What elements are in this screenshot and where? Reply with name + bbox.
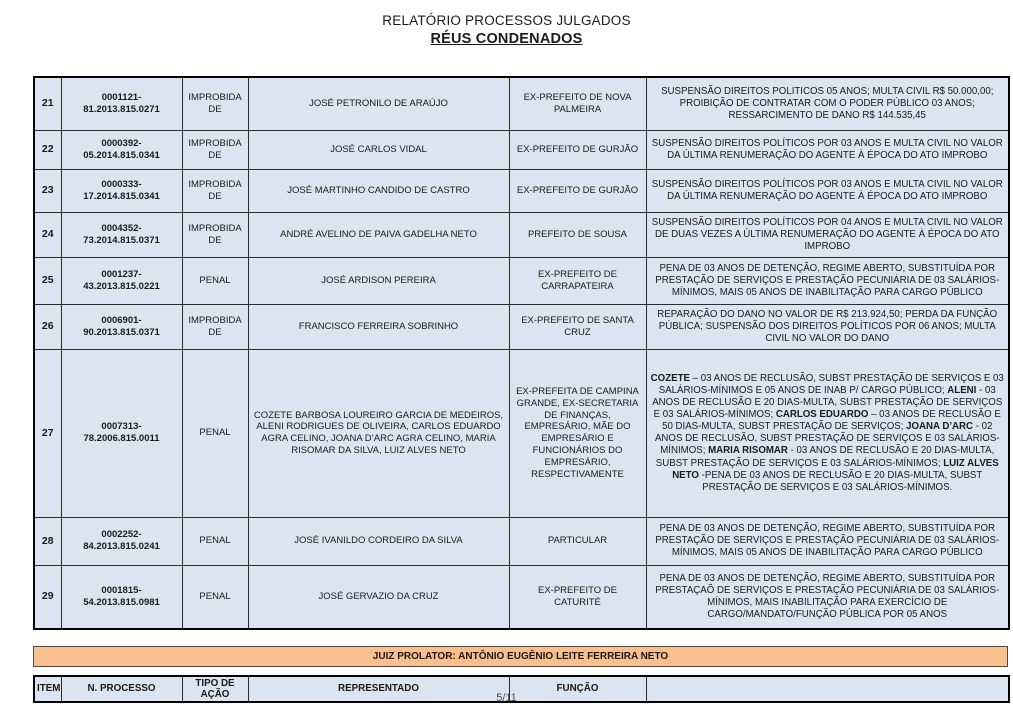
page-number: 5/11 — [496, 692, 517, 704]
cell-processo: 0001121-81.2013.815.0271 — [61, 77, 182, 131]
cell-pena: SUSPENSÃO DIREITOS POLÍTICOS POR 03 ANOS E MULTA CIVIL NO VALOR DA ÚLTIMA RENUMERAÇÃO DO AGENTE À ÉPOCA DO ATO IMPROBO — [646, 130, 1009, 169]
cell-representado: JOSÉ CARLOS VIDAL — [248, 130, 509, 169]
report-title-line2: RÉUS CONDENADOS — [430, 31, 583, 48]
cell-tipo-acao: IMPROBIDADE — [182, 304, 248, 349]
judge-prolator-bar: JUIZ PROLATOR: ANTÔNIO EUGÊNIO LEITE FERREIRA NETO — [33, 646, 1008, 667]
cell-item: 23 — [34, 169, 61, 212]
cell-pena: SUSPENSÃO DIREITOS POLITICOS 05 ANOS; MULTA CIVIL R$ 50.000,00; PROIBIÇÃO DE CONTRATAR COM O PODER PÚBLICO 03 ANOS; RESSARCIMENTO DE DANO R$ 144.535,45 — [646, 77, 1009, 131]
cell-item: 28 — [34, 517, 61, 565]
report-title-line1: RELATÓRIO PROCESSOS JULGADOS — [382, 13, 631, 28]
cell-item: 21 — [34, 77, 61, 131]
cell-item: 24 — [34, 212, 61, 257]
table-row — [34, 565, 1009, 629]
cell-tipo-acao: IMPROBIDADE — [182, 169, 248, 212]
cell-funcao: EX-PREFEITO DE CARRAPATEIRA — [509, 257, 646, 304]
cell-funcao: PARTICULAR — [509, 517, 646, 565]
cell-representado: JOSÉ MARTINHO CANDIDO DE CASTRO — [248, 169, 509, 212]
cell-processo: 0004352-73.2014.815.0371 — [61, 212, 182, 257]
cell-processo: 0000392-05.2014.815.0341 — [61, 130, 182, 169]
cell-processo: 0006901-90.2013.815.0371 — [61, 304, 182, 349]
cell-tipo-acao: PENAL — [182, 349, 248, 517]
cell-pena: SUSPENSÃO DIREITOS POLÍTICOS POR 04 ANOS E MULTA CIVIL NO VALOR DE DUAS VEZES A ÚLTIMA RENUMERAÇÃO DO AGENTE À ÉPOCA DO ATO IMPROBO — [646, 212, 1009, 257]
cell-pena: COZETE – 03 ANOS DE RECLUSÃO, SUBST PRESTAÇÃO DE SERVIÇOS E 03 SALÁRIOS-MÍNIMOS E 05 ANOS DE INAB P/ CARGO PÚBLICO; ALENI - 03 ANOS DE RECLUSÃO E 20 DIAS-MULTA, SUBST PRESTAÇÃO DE SERVIÇOS E 03 SALÁRIOS-MÍNIMOS; CARLOS EDUARDO – 03 ANOS DE RECLUSÃO E 50 DIAS-MULTA, SUBST PRESTAÇÃO DE SERVIÇOS; JOANA D’ARC - 02 ANOS DE RECLUSÃO, SUBST PRESTAÇÃO DE SERVIÇOS E 03 SALÁRIOS-MÍNIMOS; MARIA RISOMAR - 03 ANOS DE RECLUSÃO E 20 DIAS-MULTA, SUBST PRESTAÇÃO DE SERVIÇOS E 03 SALÁRIOS-MÍNIMOS; LUIZ ALVES NETO -PENA DE 03 ANOS DE RECLUSÃO E 20 DIAS-MULTA, SUBST PRESTAÇÃO DE SERVIÇOS E 03 SALÁRIOS-MÍNIMOS. — [646, 349, 1009, 517]
cell-item: 29 — [34, 565, 61, 629]
header-cell: N. PROCESSO — [61, 676, 182, 702]
cell-representado: JOSÉ GERVAZIO DA CRUZ — [248, 565, 509, 629]
cell-processo: 0001815-54.2013.815.0981 — [61, 565, 182, 629]
header-cell: FUNÇÃO — [509, 676, 646, 702]
cell-pena: PENA DE 03 ANOS DE DETENÇÃO, REGIME ABERTO, SUBSTITUÍDA POR PRESTAÇAÕ DE SERVIÇOS E PRESTAÇÃO PECUNIÁRIA DE 03 SALÁRIOS-MÍNIMOS, MAIS INABILITAÇÃO PARA EXERCÍCIO DE CARGO/MANDATO/FUNÇÃO PÚBLICA POR 05 ANOS — [646, 565, 1009, 629]
cell-tipo-acao: PENAL — [182, 257, 248, 304]
cell-pena: PENA DE 03 ANOS DE DETENÇÃO, REGIME ABERTO, SUBSTITUÍDA POR PRESTAÇÃO DE SERVIÇOS E PRESTAÇÃO PECUNIÁRIA DE 03 SALÁRIOS-MÍNIMOS, MAIS 05 ANOS DE INABILITAÇÃO PARA CARGO PÚBLICO — [646, 517, 1009, 565]
cell-processo: 0007313-78.2006.815.0011 — [61, 349, 182, 517]
table-row — [34, 349, 1009, 517]
cell-tipo-acao: IMPROBIDADE — [182, 130, 248, 169]
table-row — [34, 517, 1009, 565]
cell-pena: REPARAÇÃO DO DANO NO VALOR DE R$ 213.924,50; PERDA DA FUNÇÃO PÚBLICA; SUSPENSÃO DOS DIREITOS POLÍTICOS POR 06 ANOS; MULTA CIVIL NO VALOR DO DANO — [646, 304, 1009, 349]
header-cell: REPRESENTADO — [248, 676, 509, 702]
cell-pena: PENA DE 03 ANOS DE DETENÇÃO, REGIME ABERTO, SUBSTITUÍDA POR PRESTAÇÃO DE SERVIÇOS E PRESTAÇÃO PECUNIÁRIA DE 03 SALÁRIOS-MÍNIMOS, MAIS 05 ANOS DE INABILITAÇÃO PARA CARGO PÚBLICO — [646, 257, 1009, 304]
document-title — [0, 0, 1013, 50]
cell-pena: SUSPENSÃO DIREITOS POLÍTICOS POR 03 ANOS E MULTA CIVIL NO VALOR DA ÚLTIMA RENUMERAÇÃO DO AGENTE À ÉPOCA DO ATO IMPROBO — [646, 169, 1009, 212]
cell-processo: 0001237-43.2013.815.0221 — [61, 257, 182, 304]
header-cell: ITEM — [34, 676, 61, 702]
table-row — [34, 130, 1009, 169]
table-row — [34, 169, 1009, 212]
cell-tipo-acao: PENAL — [182, 565, 248, 629]
cell-tipo-acao: IMPROBIDADE — [182, 212, 248, 257]
cell-tipo-acao: PENAL — [182, 517, 248, 565]
condemned-defendants-table — [33, 76, 1010, 630]
cell-funcao: EX-PREFEITO DE GURJÃO — [509, 130, 646, 169]
cell-representado: COZETE BARBOSA LOUREIRO GARCIA DE MEDEIROS, ALENI RODRIGUES DE OLIVEIRA, CARLOS EDUARDO AGRA CELINO, JOANA D’ARC AGRA CELINO, MARIA RISOMAR DA SILVA, LUIZ ALVES NETO — [248, 349, 509, 517]
cell-representado: JOSÉ IVANILDO CORDEIRO DA SILVA — [248, 517, 509, 565]
cell-representado: JOSÉ ARDISON PEREIRA — [248, 257, 509, 304]
cell-funcao: EX-PREFEITA DE CAMPINA GRANDE, EX-SECRETARIA DE FINANÇAS, EMPRESÁRIO, MÃE DO EMPRESÁRIO E FUNCIONÁRIOS DO EMPRESÁRIO, RESPECTIVAMENTE — [509, 349, 646, 517]
table-row — [34, 77, 1009, 131]
cell-tipo-acao: IMPROBIDADE — [182, 77, 248, 131]
cell-representado: JOSÉ PETRONILO DE ARAÚJO — [248, 77, 509, 131]
cell-funcao: EX-PREFEITO DE NOVA PALMEIRA — [509, 77, 646, 131]
cell-funcao: EX-PREFEITO DE GURJÃO — [509, 169, 646, 212]
cell-funcao: EX-PREFEITO DE SANTA CRUZ — [509, 304, 646, 349]
header-cell: TIPO DE AÇÃO — [182, 676, 248, 702]
cell-representado: FRANCISCO FERREIRA SOBRINHO — [248, 304, 509, 349]
cell-item: 22 — [34, 130, 61, 169]
cell-item: 25 — [34, 257, 61, 304]
cell-funcao: PREFEITO DE SOUSA — [509, 212, 646, 257]
table-row — [34, 304, 1009, 349]
cell-item: 27 — [34, 349, 61, 517]
cell-representado: ANDRÉ AVELINO DE PAIVA GADELHA NETO — [248, 212, 509, 257]
cell-processo: 0002252-84.2013.815.0241 — [61, 517, 182, 565]
cell-processo: 0000333-17.2014.815.0341 — [61, 169, 182, 212]
cell-funcao: EX-PREFEITO DE CATURITÉ — [509, 565, 646, 629]
table-row — [34, 212, 1009, 257]
cell-item: 26 — [34, 304, 61, 349]
table-row — [34, 257, 1009, 304]
